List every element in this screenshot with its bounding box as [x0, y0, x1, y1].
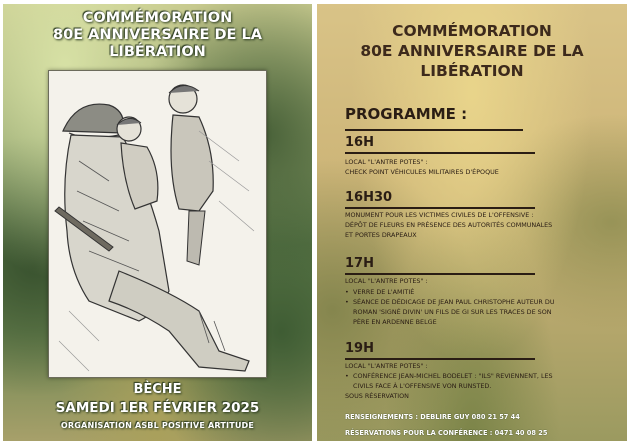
poster-programme: [317, 4, 627, 441]
event-line: ET PORTES DRAPEAUX: [345, 231, 417, 239]
bullet-text: CIVILS FACE À L'OFFENSIVE VON RUNSTED.: [353, 382, 492, 390]
divider: [345, 129, 523, 131]
programme-title-line-3: LIBÉRATION: [420, 62, 524, 80]
cover-title-line-3: LIBÉRATION: [109, 44, 206, 60]
event-line: CHECK POINT VÉHICULES MILITAIRES D'ÉPOQUE: [345, 168, 499, 176]
programme-title-line-1: COMMÉMORATION: [392, 22, 552, 40]
cover-organisation: ORGANISATION ASBL POSITIVE ARTITUDE: [60, 421, 255, 430]
programme-title-line-2: 80E ANNIVERSAIRE DE LA: [360, 42, 584, 60]
event-bullet: • VERRE DE L'AMITIÉ: [345, 288, 415, 296]
event-time-16h30: 16H30: [345, 190, 393, 205]
bullet-text: ROMAN 'SIGNÉ DIVIN' UN FILS DE GI SUR LES TRACES DE SON: [353, 308, 552, 316]
divider: [345, 152, 535, 154]
event-line: DÉPÔT DE FLEURS EN PRÉSENCE DES AUTORITÉS COMMUNALES: [345, 221, 553, 229]
event-line: MONUMENT POUR LES VICTIMES CIVILES DE L'OFFENSIVE :: [345, 211, 534, 219]
poster-cover: [3, 4, 312, 441]
event-bullet-cont: [345, 381, 491, 392]
footer-info: RENSEIGNEMENTS : DEBLIRE GUY 080 21 57 44: [345, 413, 520, 421]
bullet-text: VERRE DE L'AMITIÉ: [353, 288, 415, 296]
footer-reservation: RÉSERVATIONS POUR LA CONFÉRENCE : 0471 40 08 25: [345, 429, 548, 437]
cover-place: BÈCHE: [133, 382, 182, 397]
cover-title-line-1: COMMÉMORATION: [82, 10, 233, 26]
event-bullet: • SÉANCE DE DÉDICAGE DE JEAN PAUL CHRISTOPHE AUTEUR DU: [345, 298, 555, 306]
event-line: LOCAL "L'ANTRE POTES" :: [345, 362, 428, 370]
event-time-17h: 17H: [345, 256, 374, 271]
event-bullet-cont: [345, 317, 437, 328]
event-bullet-cont: [345, 307, 552, 318]
bullet-text: CONFÉRENCE JEAN-MICHEL BODELET : "ILS" REVIENNENT, LES: [353, 372, 553, 380]
event-time-16h: 16H: [345, 135, 374, 150]
divider: [345, 273, 535, 275]
cover-date: SAMEDI 1ER FÉVRIER 2025: [55, 400, 260, 416]
soldier-children-drawing: [49, 71, 266, 377]
programme-heading: PROGRAMME :: [345, 105, 468, 123]
event-bullet: • CONFÉRENCE JEAN-MICHEL BODELET : "ILS" REVIENNENT, LES: [345, 372, 553, 380]
cover-title-line-2: 80E ANNIVERSAIRE DE LA: [53, 27, 262, 43]
divider: [345, 207, 535, 209]
event-line: LOCAL "L'ANTRE POTES" :: [345, 277, 428, 285]
sketch-illustration: [48, 70, 267, 378]
bullet-text: PÈRE EN ARDENNE BELGE: [353, 318, 437, 326]
bullet-text: SÉANCE DE DÉDICAGE DE JEAN PAUL CHRISTOPHE AUTEUR DU: [353, 298, 555, 306]
event-time-19h: 19H: [345, 341, 374, 356]
divider: [345, 358, 535, 360]
event-line: SOUS RÉSERVATION: [345, 392, 409, 400]
event-line: LOCAL "L'ANTRE POTES" :: [345, 158, 428, 166]
